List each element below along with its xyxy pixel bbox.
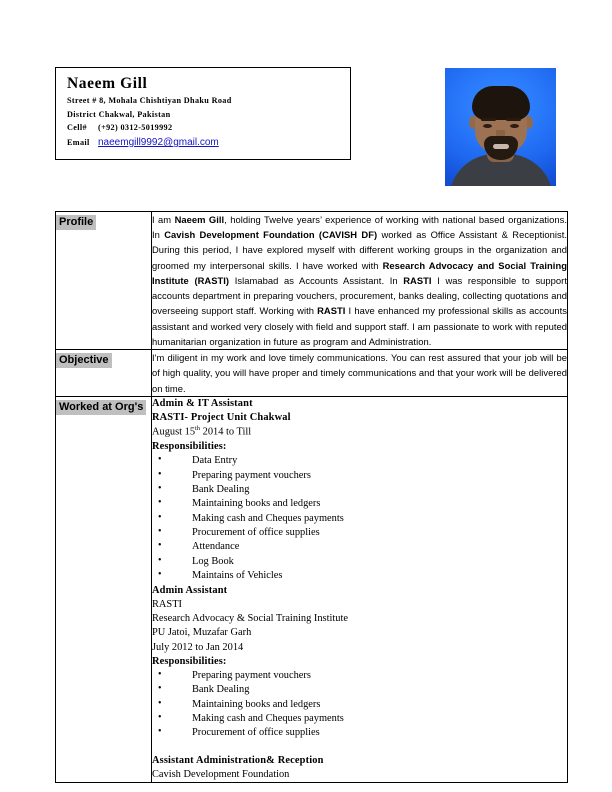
job-title: Admin Assistant <box>152 584 228 596</box>
photo-brow-left <box>481 118 496 121</box>
list-item: • Preparing payment vouchers <box>152 469 567 483</box>
list-item: • Maintains of Vehicles <box>152 569 567 583</box>
list-item: • Log Book <box>152 555 567 569</box>
email-row <box>67 135 350 151</box>
list-item: • Maintaining books and ledgers <box>152 497 567 511</box>
responsibilities-list <box>152 454 567 583</box>
profile-paragraph: I am Naeem Gill, holding Twelve years’ experience of working with national based organizations. In Cavish Development Foundation (CAVISH DF) worked as Office Assistant & Receptionist. During this period, I have explored myself with different working groups in the organization and groomed my interpersonal skills. I have worked with Research Advocacy and Social Training Institute (RASTI) Islamabad as Accounts Assistant. In RASTI I was responsible to support accounts department in preparing vouchers, procurement, banks dealing, collecting quotations and overseeing support staff. Working with RASTI I have enhanced my professional skills as accounts assistant and worked very closely with field and support staff. I am passionate to work with reputed humanitarian organization in future as program and Administration. <box>152 214 567 347</box>
cell-row <box>67 121 350 134</box>
date-ordinal-suffix: th <box>195 425 201 433</box>
job-spacer <box>152 741 567 754</box>
profile-bold-run: Naeem Gill <box>174 214 225 225</box>
list-item: • Attendance <box>152 540 567 554</box>
candidate-photo <box>445 68 556 186</box>
profile-bold-run: RASTI <box>403 274 432 286</box>
contact-header-box <box>55 67 351 160</box>
list-item: • Procurement of office supplies <box>152 526 567 540</box>
list-item: • Preparing payment vouchers <box>152 669 567 683</box>
photo-eye-right <box>510 124 519 128</box>
experience-body-cell <box>152 396 568 783</box>
job-detail-line: July 2012 to Jan 2014 <box>152 641 244 653</box>
list-item: • Bank Dealing <box>152 483 567 497</box>
cell-value: (+92) 0312-5019992 <box>98 122 173 132</box>
job-detail-line: August 15th 2014 to Till <box>152 425 252 438</box>
section-label-experience: Worked at Org's <box>56 400 146 415</box>
table-row-experience <box>56 396 568 783</box>
profile-bold-run: RASTI <box>317 305 346 317</box>
cell-label: Cell# <box>67 122 87 132</box>
job-title: Assistant Administration& Reception <box>152 754 324 766</box>
list-item: • Making cash and Cheques payments <box>152 712 567 726</box>
objective-label-cell <box>56 350 152 397</box>
photo-eye-left <box>483 124 492 128</box>
resume-table <box>55 211 568 783</box>
list-item: • Procurement of office supplies <box>152 726 567 740</box>
section-label-profile: Profile <box>56 215 96 230</box>
job-organization: RASTI- Project Unit Chakwal <box>152 412 291 424</box>
responsibilities-heading: Responsibilities: <box>152 655 227 667</box>
job-title: Admin & IT Assistant <box>152 397 253 409</box>
address-line-2: District Chakwal, Pakistan <box>67 109 171 119</box>
profile-bold-run: Research Advocacy and Social Training Institute (RASTI) <box>152 259 567 286</box>
profile-body-cell <box>152 212 568 350</box>
profile-label-cell <box>56 212 152 350</box>
email-label: Email <box>67 138 90 148</box>
experience-label-cell <box>56 396 152 783</box>
address-line-1: Street # 8, Mohala Chishtiyan Dhaku Road <box>67 96 232 106</box>
table-row-objective <box>56 350 568 397</box>
experience-jobs-container <box>152 397 567 783</box>
list-item: • Bank Dealing <box>152 683 567 697</box>
candidate-name: Naeem Gill <box>67 75 148 92</box>
section-label-objective: Objective <box>56 353 112 368</box>
job-entry <box>152 584 567 741</box>
list-item: • Data Entry <box>152 454 567 468</box>
job-entry <box>152 397 567 584</box>
job-detail-line: PU Jatoi, Muzafar Garh <box>152 627 252 639</box>
job-entry <box>152 754 567 783</box>
profile-bold-run: Cavish Development Foundation (CAVISH DF) <box>164 229 378 241</box>
objective-body-cell <box>152 350 568 397</box>
email-link[interactable]: naeemgill9992@gmail.com <box>98 137 219 149</box>
table-row-profile <box>56 212 568 350</box>
photo-hair <box>472 86 530 120</box>
job-detail-line: Cavish Development Foundation <box>152 769 290 781</box>
responsibilities-heading: Responsibilities: <box>152 441 227 453</box>
job-detail-line: Research Advocacy & Social Training Institute <box>152 613 348 625</box>
photo-brow-right <box>506 118 521 121</box>
list-item: • Making cash and Cheques payments <box>152 512 567 526</box>
objective-paragraph: I'm diligent in my work and love timely communications. You can rest assured that your job will be of high quality, you will have proper and timely communications and that your work will be delivered on time. <box>152 352 567 394</box>
list-item: • Maintaining books and ledgers <box>152 698 567 712</box>
photo-mouth <box>493 144 509 149</box>
job-detail-line: RASTI <box>152 598 183 610</box>
responsibilities-list <box>152 669 567 741</box>
